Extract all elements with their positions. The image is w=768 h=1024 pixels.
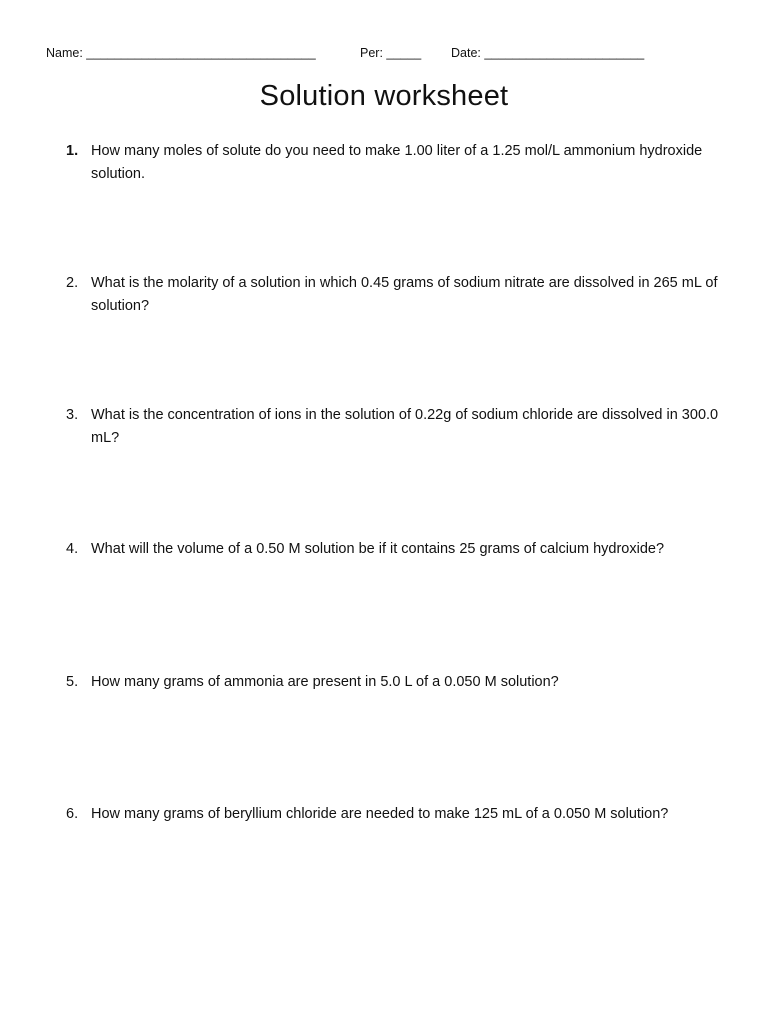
question-text: How many moles of solute do you need to make 1.00 liter of a 1.25 mol/L ammonium hydroxide solution. (91, 143, 703, 182)
question-number: 1. (66, 143, 79, 159)
question-number: 2. (66, 275, 79, 291)
question-2 (66, 272, 726, 317)
date-field: Date: _______________________ (451, 46, 645, 60)
student-info-header (46, 46, 728, 66)
question-5 (66, 671, 726, 694)
question-text: What is the concentration of ions in the solution of 0.22g of sodium chloride are dissolved in 300.0 mL? (91, 407, 719, 446)
question-number: 5. (66, 674, 79, 690)
question-number: 6. (66, 806, 79, 822)
question-number: 3. (66, 407, 79, 423)
question-number: 4. (66, 541, 79, 557)
question-text: How many grams of beryllium chloride are needed to make 125 mL of a 0.050 M solution? (91, 806, 669, 822)
question-1 (66, 140, 726, 185)
question-6 (66, 803, 726, 826)
name-field: Name: _________________________________ (46, 46, 316, 60)
question-4 (66, 538, 726, 561)
question-text: What is the molarity of a solution in which 0.45 grams of sodium nitrate are dissolved in 265 mL of solution? (91, 275, 718, 314)
question-3 (66, 404, 726, 449)
question-text: What will the volume of a 0.50 M solution be if it contains 25 grams of calcium hydroxide? (91, 541, 665, 557)
question-text: How many grams of ammonia are present in 5.0 L of a 0.050 M solution? (91, 674, 559, 690)
period-field: Per: _____ (360, 46, 422, 60)
page-title: Solution worksheet (259, 80, 509, 112)
